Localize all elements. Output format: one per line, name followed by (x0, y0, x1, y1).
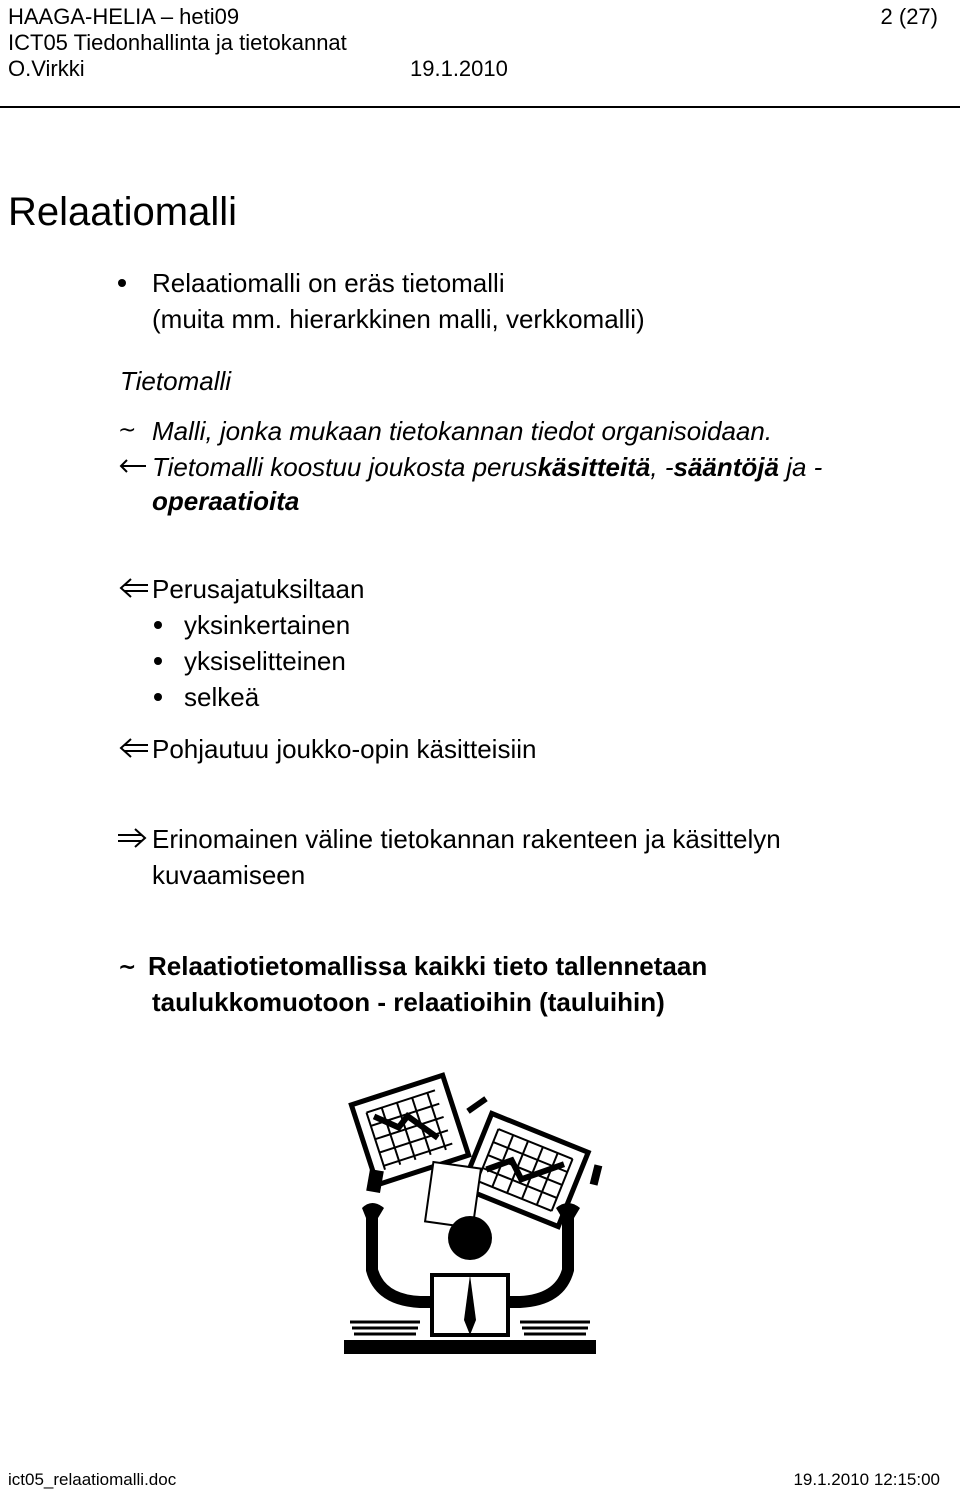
intro-line-1: Relaatiomalli on eräs tietomalli (152, 268, 505, 298)
principle-item: selkeä (184, 682, 260, 712)
components-text-e: ja - (778, 452, 823, 482)
header-divider (0, 106, 960, 108)
tilde-icon: ~ (118, 418, 137, 443)
header-org-course: HAAGA-HELIA – heti09 (8, 4, 240, 29)
footer-timestamp: 19.1.2010 12:15:00 (793, 1470, 940, 1489)
bullet-icon (118, 279, 126, 287)
header-page-number: 2 (27) (880, 4, 938, 29)
bullet-icon (154, 621, 162, 629)
bold-note-line-2: taulukkomuotoon - relaatioihin (tauluihin) (152, 987, 665, 1017)
conclusion-line-1: Erinomainen väline tietokannan rakenteen ja käsittelyn (152, 824, 781, 854)
double-left-arrow-icon (118, 737, 148, 759)
tilde-icon: ~ (118, 955, 137, 980)
page-title: Relaatiomalli (8, 190, 237, 234)
footer-filename: ict05_relaatiomalli.doc (8, 1470, 177, 1489)
concepts-term: käsitteitä (537, 452, 651, 482)
intro-line-2: (muita mm. hierarkkinen malli, verkkomalli) (152, 304, 645, 334)
principle-item: yksiselitteinen (184, 646, 346, 676)
components-text-a: Tietomalli koostuu joukosta perus (152, 452, 538, 482)
tietomalli-definition: Malli, jonka mukaan tietokannan tiedot organisoidaan. (152, 416, 773, 446)
tietomalli-components-line-1 (152, 452, 822, 482)
bullet-icon (154, 657, 162, 665)
principle-item: yksinkertainen (184, 610, 351, 640)
left-arrow-icon (118, 458, 146, 474)
right-arrow-icon (118, 827, 148, 849)
conclusion-line-2: kuvaamiseen (152, 860, 306, 890)
double-left-arrow-icon (118, 577, 148, 599)
header-author: O.Virkki (8, 56, 85, 81)
operations-term: operaatioita (152, 486, 300, 516)
tietomalli-heading: Tietomalli (120, 366, 232, 396)
components-text-c: , - (650, 452, 674, 482)
bold-note-line-1: Relaatiotietomallissa kaikki tieto tallennetaan (148, 951, 708, 981)
set-theory-line: Pohjautuu joukko-opin käsitteisiin (152, 734, 537, 764)
juggling-charts-person-icon (320, 1070, 620, 1370)
header-course-name: ICT05 Tiedonhallinta ja tietokannat (8, 30, 347, 55)
rules-term: sääntöjä (673, 452, 779, 482)
header-date: 19.1.2010 (410, 56, 508, 81)
principles-heading: Perusajatuksiltaan (152, 574, 365, 604)
bullet-icon (154, 693, 162, 701)
